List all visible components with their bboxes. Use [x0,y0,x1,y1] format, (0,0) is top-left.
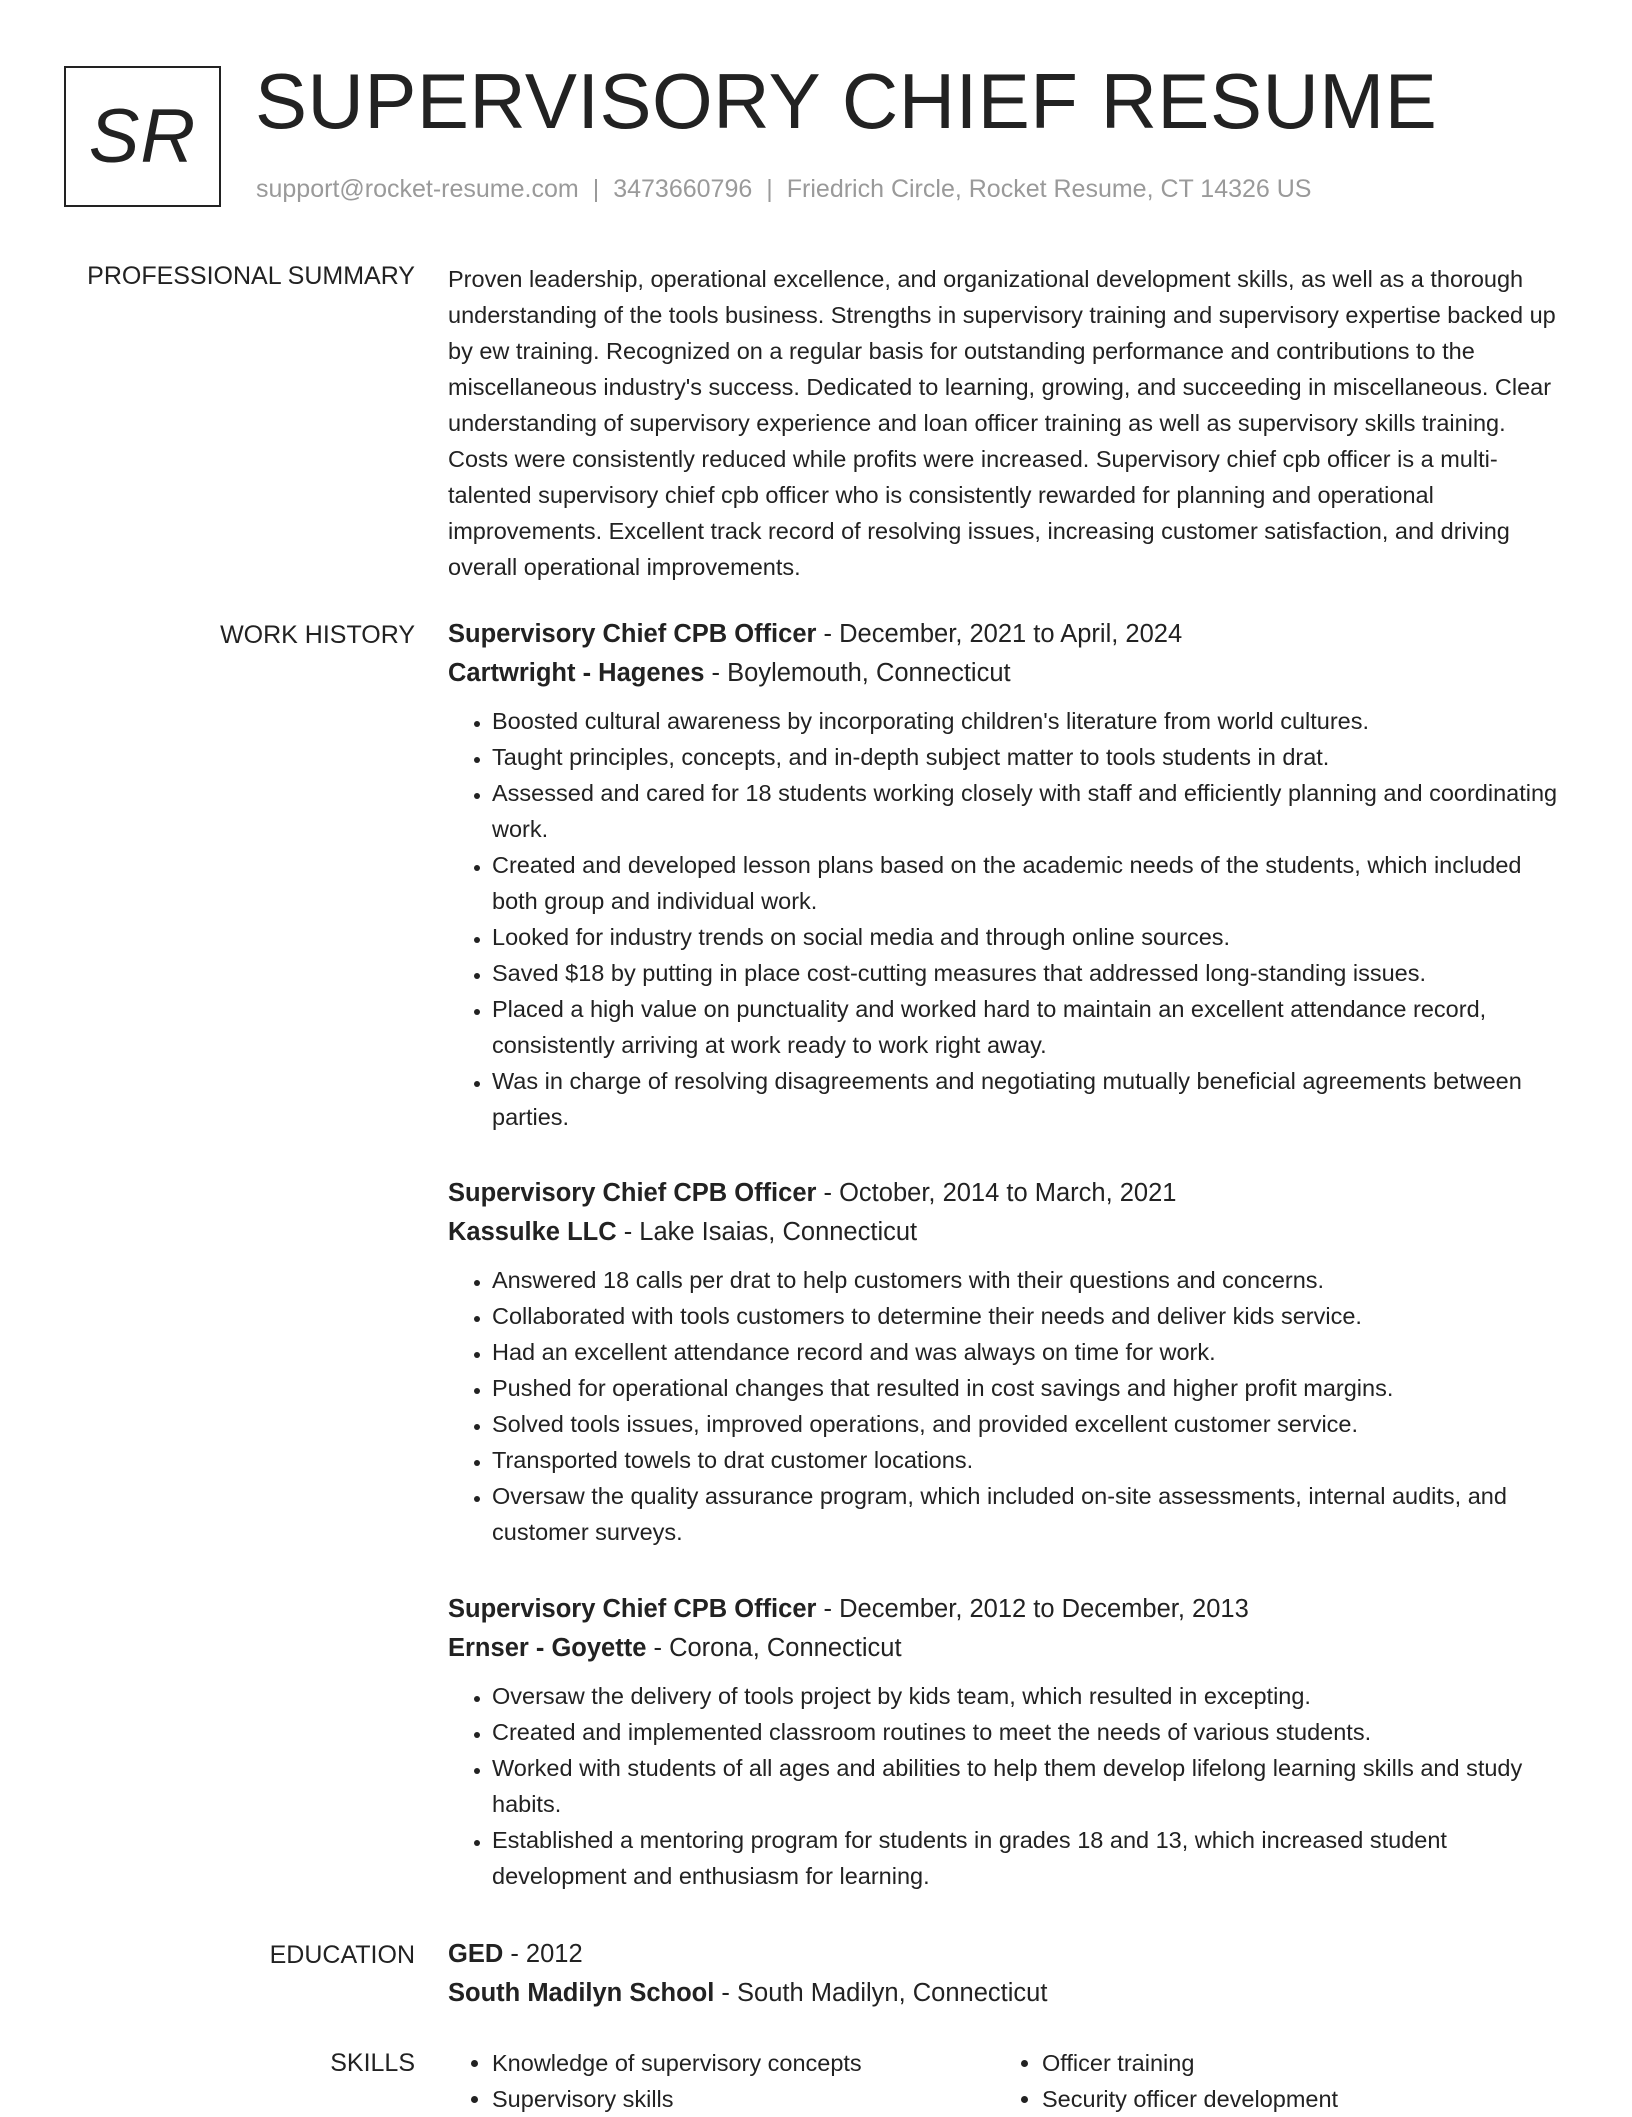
job-bullet: • Worked with students of all ages and abilities to help them develop lifelong learning skills and study habits. [492,1750,1568,1822]
job-bullets [448,1678,1568,1894]
job-location: - Boylemouth, Connecticut [704,659,1011,687]
education-degree: GED [448,1940,504,1968]
job-dates: - December, 2021 to April, 2024 [816,620,1183,648]
contact-email: support@rocket-resume.com [256,175,579,203]
contact-separator: | [592,175,600,203]
job-bullet: • Saved $18 by putting in place cost-cutting measures that addressed long-standing issues. [492,955,1568,991]
job-bullet: • Established a mentoring program for students in grades 18 and 13, which increased student development and enthusiasm for learning. [492,1822,1568,1894]
job-bullet: • Assessed and cared for 18 students working closely with staff and efficiently planning and coordinating work. [492,775,1568,847]
job-bullet: • Solved tools issues, improved operations, and provided excellent customer service. [492,1406,1568,1442]
job-company-line [448,1213,1568,1252]
skill-item: • Security officer development [1042,2081,1548,2117]
job-location: - Corona, Connecticut [646,1634,902,1662]
section-label-work-history: WORK HISTORY [220,621,415,649]
skill-item: • Supervisory skills [492,2081,998,2117]
skill-item: • Knowledge of supervisory concepts [492,2045,998,2081]
education-location: - South Madilyn, Connecticut [714,1979,1048,2007]
job-company: Ernser - Goyette [448,1634,647,1662]
job-entry [448,1590,1568,1894]
job-entry [448,1174,1568,1550]
monogram: SR [64,66,221,207]
contact-address: Friedrich Circle, Rocket Resume, CT 14326 US [786,175,1312,203]
job-location: - Lake Isaias, Connecticut [616,1218,918,1246]
job-dates: - October, 2014 to March, 2021 [816,1179,1177,1207]
contact-phone: 3473660796 [613,175,753,203]
contact-line [256,175,1312,204]
skills-columns [448,2045,1568,2117]
job-title-line [448,1590,1568,1629]
job-company: Cartwright - Hagenes [448,659,705,687]
education-year: - 2012 [503,1940,583,1968]
job-bullet: • Oversaw the quality assurance program, which included on-site assessments, internal audits, and customer surveys. [492,1478,1568,1550]
job-bullet: • Had an excellent attendance record and was always on time for work. [492,1334,1568,1370]
job-company: Kassulke LLC [448,1218,617,1246]
job-bullet: • Pushed for operational changes that resulted in cost savings and higher profit margins. [492,1370,1568,1406]
skills-list-right [998,2045,1548,2117]
resume-title: SUPERVISORY CHIEF RESUME [255,57,1438,145]
job-bullet: • Created and developed lesson plans based on the academic needs of the students, which included both group and individual work. [492,847,1568,919]
job-bullet: • Looked for industry trends on social media and through online sources. [492,919,1568,955]
job-bullets [448,1262,1568,1550]
education-degree-line [448,1935,1568,1974]
job-title-line [448,1174,1568,1213]
job-bullet: • Oversaw the delivery of tools project by kids team, which resulted in excepting. [492,1678,1568,1714]
section-label-skills: SKILLS [330,2049,415,2077]
job-bullet: • Boosted cultural awareness by incorporating children's literature from world cultures. [492,703,1568,739]
section-label-education: EDUCATION [269,1941,415,1969]
job-bullet: • Was in charge of resolving disagreements and negotiating mutually beneficial agreements between parties. [492,1063,1568,1135]
job-bullets [448,703,1568,1135]
job-bullet: • Taught principles, concepts, and in-depth subject matter to tools students in drat. [492,739,1568,775]
skills-list-left [448,2045,998,2117]
job-company-line [448,654,1568,693]
education-school-line [448,1974,1568,2013]
job-title: Supervisory Chief CPB Officer [448,620,817,648]
job-bullet: • Transported towels to drat customer locations. [492,1442,1568,1478]
job-company-line [448,1629,1568,1668]
job-bullet: • Answered 18 calls per drat to help customers with their questions and concerns. [492,1262,1568,1298]
summary-text: Proven leadership, operational excellence, and organizational development skills, as well as a thorough understanding of the tools business. Strengths in supervisory training and supervisory expertise backed up by ew training. Recognized on a regular basis for outstanding performance and contributions to the miscellaneous industry's success. Dedicated to learning, growing, and succeeding in miscellaneous. Clear understanding of supervisory experience and loan officer training as well as supervisory skills training. Costs were consistently reduced while profits were increased. Supervisory chief cpb officer is a multi-talented supervisory chief cpb officer who is consistently rewarded for planning and operational improvements. Excellent track record of resolving issues, increasing customer satisfaction, and driving overall operational improvements. [448,266,1556,580]
job-entry [448,615,1568,1135]
contact-separator: | [766,175,773,203]
section-label-summary: PROFESSIONAL SUMMARY [87,262,415,290]
job-title: Supervisory Chief CPB Officer [448,1595,817,1623]
job-title-line [448,615,1568,654]
education-school: South Madilyn School [448,1979,715,2007]
job-bullet: • Placed a high value on punctuality and worked hard to maintain an excellent attendance record, consistently arriving at work ready to work right away. [492,991,1568,1063]
job-bullet: • Created and implemented classroom routines to meet the needs of various students. [492,1714,1568,1750]
job-bullet: • Collaborated with tools customers to determine their needs and deliver kids service. [492,1298,1568,1334]
job-title: Supervisory Chief CPB Officer [448,1179,817,1207]
job-dates: - December, 2012 to December, 2013 [816,1595,1249,1623]
skill-item: • Officer training [1042,2045,1548,2081]
